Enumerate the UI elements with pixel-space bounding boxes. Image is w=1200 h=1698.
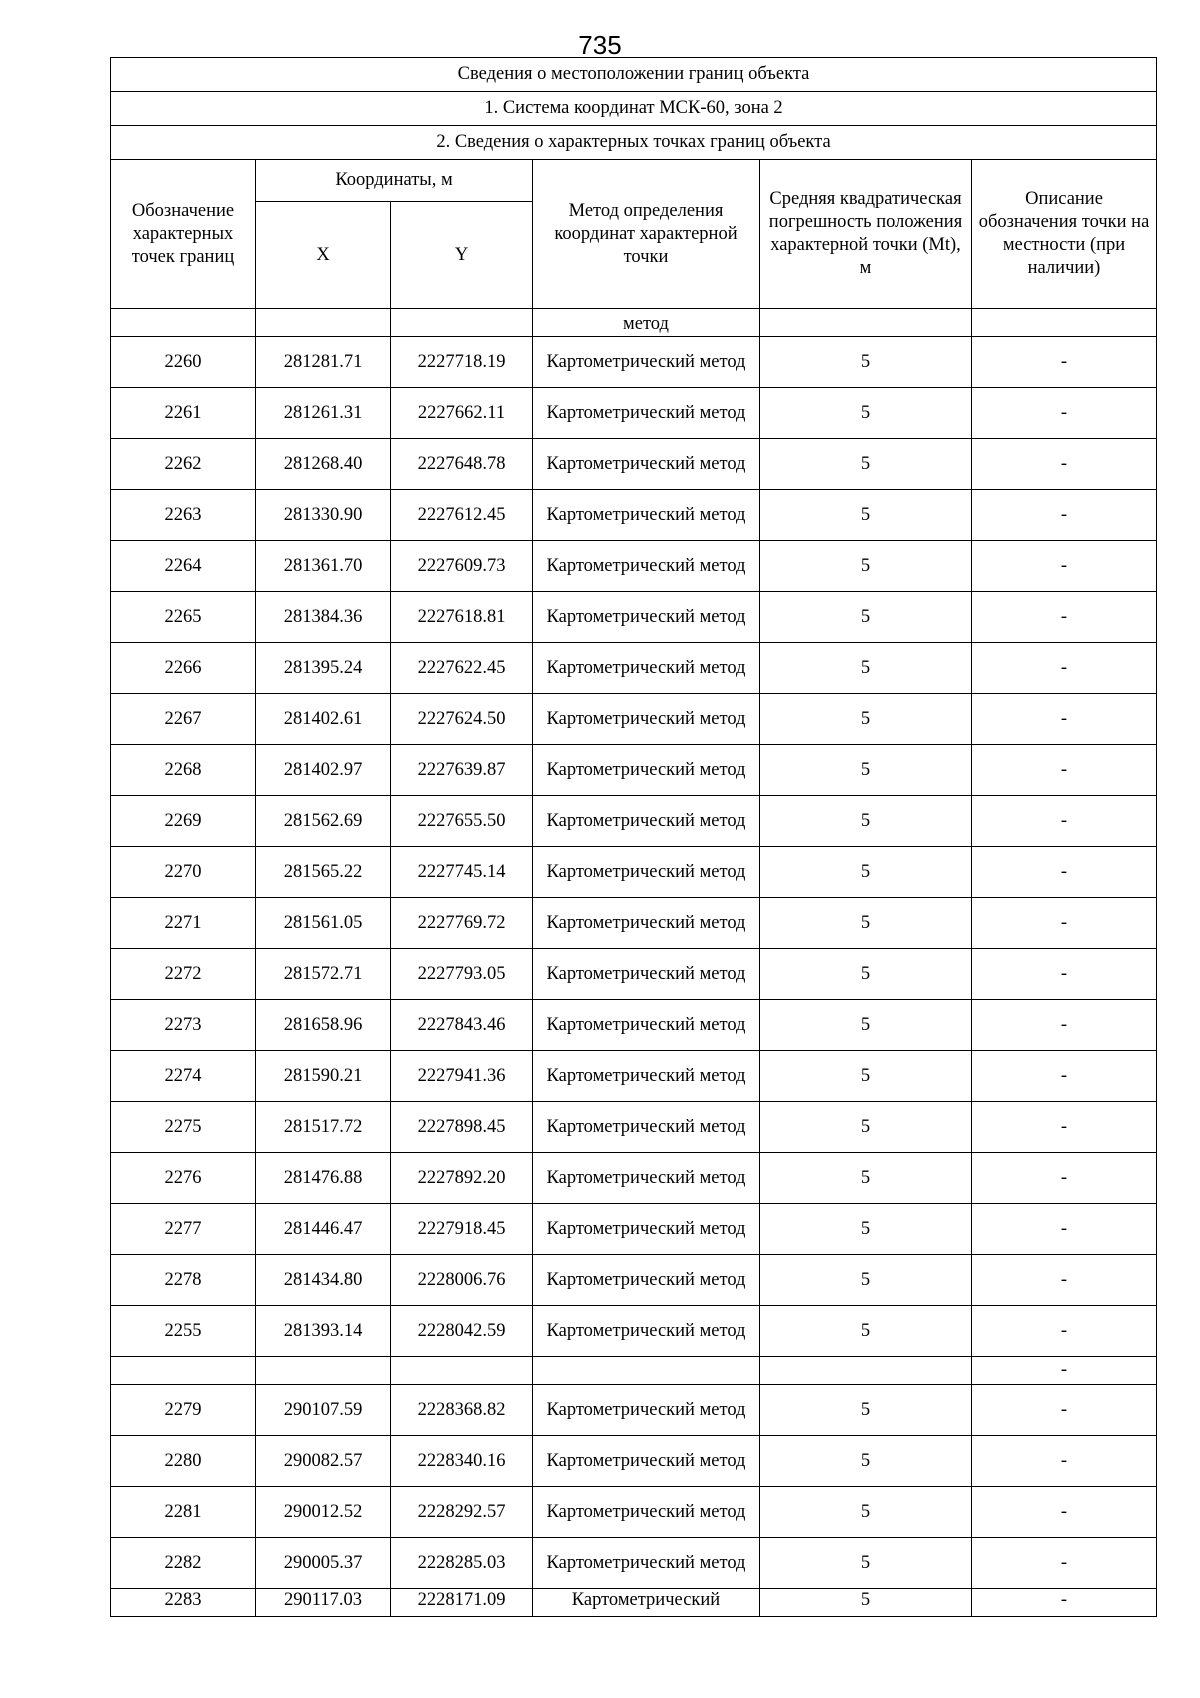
cell-y: 2227612.45 — [391, 490, 533, 541]
cell-point: 2278 — [111, 1255, 256, 1306]
cell-method: Картометрический метод — [533, 541, 760, 592]
cell-point: 2266 — [111, 643, 256, 694]
table-row — [111, 1589, 1157, 1617]
cell-y: 2227624.50 — [391, 694, 533, 745]
cell-error: 5 — [760, 1589, 972, 1617]
cell-description: - — [972, 388, 1157, 439]
cell-x: 281330.90 — [256, 490, 391, 541]
table-row — [111, 592, 1157, 643]
cell-error: 5 — [760, 1102, 972, 1153]
cell-x: 281590.21 — [256, 1051, 391, 1102]
cell-x: 290012.52 — [256, 1487, 391, 1538]
cell-point: 2271 — [111, 898, 256, 949]
cell-point: 2268 — [111, 745, 256, 796]
table-row — [111, 541, 1157, 592]
cell-x: 290082.57 — [256, 1436, 391, 1487]
cell-y: 2227941.36 — [391, 1051, 533, 1102]
cell-x: 281402.97 — [256, 745, 391, 796]
table-row — [111, 1385, 1157, 1436]
cell-point: 2274 — [111, 1051, 256, 1102]
cell-method: Картометрический метод — [533, 796, 760, 847]
cell-y: 2227892.20 — [391, 1153, 533, 1204]
cell-method: Картометрический метод — [533, 898, 760, 949]
table-row — [111, 1255, 1157, 1306]
cell-method: Картометрический — [533, 1589, 760, 1617]
cell-x: 281658.96 — [256, 1000, 391, 1051]
table-row — [111, 694, 1157, 745]
continuation-row — [111, 309, 1157, 337]
cell-error: 5 — [760, 1436, 972, 1487]
cell-description: - — [972, 1538, 1157, 1589]
cell-description: - — [972, 796, 1157, 847]
cell-error: 5 — [760, 949, 972, 1000]
separator-row — [111, 1357, 1157, 1385]
cell-error: 5 — [760, 541, 972, 592]
table-row — [111, 1204, 1157, 1255]
cell-point: 2273 — [111, 1000, 256, 1051]
cell-method: Картометрический метод — [533, 745, 760, 796]
table-row — [111, 490, 1157, 541]
cell-point: 2265 — [111, 592, 256, 643]
cell-x: 281361.70 — [256, 541, 391, 592]
cell-error: 5 — [760, 1306, 972, 1357]
cell-method: Картометрический метод — [533, 1153, 760, 1204]
header-y: Y — [391, 202, 533, 309]
cell-point: 2260 — [111, 337, 256, 388]
cell-description: - — [972, 643, 1157, 694]
cell-x: 281393.14 — [256, 1306, 391, 1357]
boundary-points-table — [110, 57, 1157, 1617]
table-row — [111, 949, 1157, 1000]
cell-x: 281261.31 — [256, 388, 391, 439]
cell-error: 5 — [760, 694, 972, 745]
cell-description: - — [972, 1385, 1157, 1436]
cell-y: 2227648.78 — [391, 439, 533, 490]
cell-point: 2267 — [111, 694, 256, 745]
cell-y: 2228171.09 — [391, 1589, 533, 1617]
cell-error: 5 — [760, 490, 972, 541]
cell-error: 5 — [760, 796, 972, 847]
cell-x: 281395.24 — [256, 643, 391, 694]
cell-x: 290005.37 — [256, 1538, 391, 1589]
header-description: Описание обозначения точки на местности (при наличии) — [972, 160, 1157, 309]
cell-error: 5 — [760, 592, 972, 643]
table-row — [111, 1051, 1157, 1102]
cell-method: Картометрический метод — [533, 388, 760, 439]
header-x: X — [256, 202, 391, 309]
cell-description: - — [972, 592, 1157, 643]
cell-description: - — [972, 1000, 1157, 1051]
cell-x: 281517.72 — [256, 1102, 391, 1153]
cell-error: 5 — [760, 1255, 972, 1306]
cell-x: 281561.05 — [256, 898, 391, 949]
cell-y: 2228292.57 — [391, 1487, 533, 1538]
cell-point: 2272 — [111, 949, 256, 1000]
cell-method: Картометрический метод — [533, 1487, 760, 1538]
table-row — [111, 1102, 1157, 1153]
cell-description: - — [972, 1102, 1157, 1153]
cell-x: 281402.61 — [256, 694, 391, 745]
cell-method: Картометрический метод — [533, 1051, 760, 1102]
header-point: Обозначение характерных точек границ — [111, 160, 256, 309]
cell-y: 2228340.16 — [391, 1436, 533, 1487]
cell-method — [533, 1357, 760, 1385]
cell-y: 2227609.73 — [391, 541, 533, 592]
table-row — [111, 1153, 1157, 1204]
header-error: Средняя квадратическая погрешность положения характерной точки (Mt), м — [760, 160, 972, 309]
cell-method: Картометрический метод — [533, 1436, 760, 1487]
cell-description: - — [972, 898, 1157, 949]
cell-y: 2227898.45 — [391, 1102, 533, 1153]
cell-y: 2227745.14 — [391, 847, 533, 898]
cell-description: - — [972, 439, 1157, 490]
cell-x: 281281.71 — [256, 337, 391, 388]
cell-x: 290107.59 — [256, 1385, 391, 1436]
cell-description: - — [972, 1357, 1157, 1385]
cell-method: Картометрический метод — [533, 949, 760, 1000]
cell-point: 2275 — [111, 1102, 256, 1153]
cell-description — [972, 309, 1157, 337]
table-title: Сведения о местоположении границ объекта — [111, 58, 1157, 92]
cell-x: 281476.88 — [256, 1153, 391, 1204]
cell-method: Картометрический метод — [533, 490, 760, 541]
cell-y: 2228285.03 — [391, 1538, 533, 1589]
cell-x: 290117.03 — [256, 1589, 391, 1617]
cell-method: метод — [533, 309, 760, 337]
cell-error: 5 — [760, 1204, 972, 1255]
cell-method: Картометрический метод — [533, 1102, 760, 1153]
cell-method: Картометрический метод — [533, 439, 760, 490]
cell-point: 2262 — [111, 439, 256, 490]
cell-description: - — [972, 694, 1157, 745]
cell-method: Картометрический метод — [533, 1000, 760, 1051]
cell-y: 2227718.19 — [391, 337, 533, 388]
cell-point: 2276 — [111, 1153, 256, 1204]
cell-description: - — [972, 1153, 1157, 1204]
cell-y: 2228368.82 — [391, 1385, 533, 1436]
coordinate-system-title: 1. Система координат МСК-60, зона 2 — [111, 92, 1157, 126]
table-row — [111, 439, 1157, 490]
cell-y: 2227639.87 — [391, 745, 533, 796]
table-row — [111, 1487, 1157, 1538]
cell-point: 2277 — [111, 1204, 256, 1255]
cell-error: 5 — [760, 1385, 972, 1436]
cell-error: 5 — [760, 439, 972, 490]
cell-description: - — [972, 1436, 1157, 1487]
cell-point: 2263 — [111, 490, 256, 541]
cell-error — [760, 1357, 972, 1385]
cell-point: 2255 — [111, 1306, 256, 1357]
cell-point: 2264 — [111, 541, 256, 592]
table-body — [111, 309, 1157, 1617]
cell-point: 2281 — [111, 1487, 256, 1538]
table-row — [111, 1538, 1157, 1589]
cell-method: Картометрический метод — [533, 337, 760, 388]
header-coordinates: Координаты, м — [256, 160, 533, 202]
cell-method: Картометрический метод — [533, 592, 760, 643]
cell-error: 5 — [760, 1538, 972, 1589]
cell-description: - — [972, 949, 1157, 1000]
cell-error: 5 — [760, 337, 972, 388]
cell-description: - — [972, 1051, 1157, 1102]
table-row — [111, 796, 1157, 847]
cell-x — [256, 309, 391, 337]
cell-description: - — [972, 1255, 1157, 1306]
page-number: 735 — [578, 30, 622, 60]
table-row — [111, 898, 1157, 949]
section-title: 2. Сведения о характерных точках границ объекта — [111, 126, 1157, 160]
cell-x: 281572.71 — [256, 949, 391, 1000]
cell-method: Картометрический метод — [533, 643, 760, 694]
table-row — [111, 337, 1157, 388]
cell-description: - — [972, 1487, 1157, 1538]
cell-x: 281446.47 — [256, 1204, 391, 1255]
cell-error: 5 — [760, 388, 972, 439]
table-row — [111, 388, 1157, 439]
cell-x: 281562.69 — [256, 796, 391, 847]
cell-method: Картометрический метод — [533, 694, 760, 745]
cell-y: 2227655.50 — [391, 796, 533, 847]
cell-x — [256, 1357, 391, 1385]
cell-method: Картометрический метод — [533, 1385, 760, 1436]
table-row — [111, 847, 1157, 898]
cell-method: Картометрический метод — [533, 1255, 760, 1306]
cell-error: 5 — [760, 1487, 972, 1538]
cell-point: 2261 — [111, 388, 256, 439]
cell-point — [111, 1357, 256, 1385]
cell-x: 281565.22 — [256, 847, 391, 898]
cell-y: 2227618.81 — [391, 592, 533, 643]
cell-description: - — [972, 1589, 1157, 1617]
cell-description: - — [972, 541, 1157, 592]
table-row — [111, 643, 1157, 694]
cell-x: 281384.36 — [256, 592, 391, 643]
table-row — [111, 745, 1157, 796]
cell-y: 2228042.59 — [391, 1306, 533, 1357]
cell-point: 2280 — [111, 1436, 256, 1487]
cell-description: - — [972, 847, 1157, 898]
cell-error: 5 — [760, 1153, 972, 1204]
cell-y — [391, 309, 533, 337]
cell-y: 2228006.76 — [391, 1255, 533, 1306]
cell-error — [760, 309, 972, 337]
cell-point: 2270 — [111, 847, 256, 898]
table-row — [111, 1436, 1157, 1487]
cell-point — [111, 309, 256, 337]
cell-point: 2269 — [111, 796, 256, 847]
cell-method: Картометрический метод — [533, 1538, 760, 1589]
cell-x: 281268.40 — [256, 439, 391, 490]
cell-y: 2227793.05 — [391, 949, 533, 1000]
cell-method: Картометрический метод — [533, 1306, 760, 1357]
cell-description: - — [972, 745, 1157, 796]
cell-description: - — [972, 337, 1157, 388]
cell-error: 5 — [760, 643, 972, 694]
table-row — [111, 1000, 1157, 1051]
cell-method: Картометрический метод — [533, 1204, 760, 1255]
cell-error: 5 — [760, 745, 972, 796]
cell-y — [391, 1357, 533, 1385]
cell-y: 2227662.11 — [391, 388, 533, 439]
table-row — [111, 1306, 1157, 1357]
cell-method: Картометрический метод — [533, 847, 760, 898]
cell-error: 5 — [760, 1000, 972, 1051]
cell-error: 5 — [760, 847, 972, 898]
cell-x: 281434.80 — [256, 1255, 391, 1306]
cell-point: 2279 — [111, 1385, 256, 1436]
cell-description: - — [972, 1204, 1157, 1255]
cell-description: - — [972, 490, 1157, 541]
cell-y: 2227918.45 — [391, 1204, 533, 1255]
cell-y: 2227622.45 — [391, 643, 533, 694]
cell-y: 2227843.46 — [391, 1000, 533, 1051]
cell-error: 5 — [760, 1051, 972, 1102]
cell-description: - — [972, 1306, 1157, 1357]
cell-y: 2227769.72 — [391, 898, 533, 949]
header-method: Метод определения координат характерной точки — [533, 160, 760, 309]
cell-point: 2283 — [111, 1589, 256, 1617]
cell-point: 2282 — [111, 1538, 256, 1589]
cell-error: 5 — [760, 898, 972, 949]
